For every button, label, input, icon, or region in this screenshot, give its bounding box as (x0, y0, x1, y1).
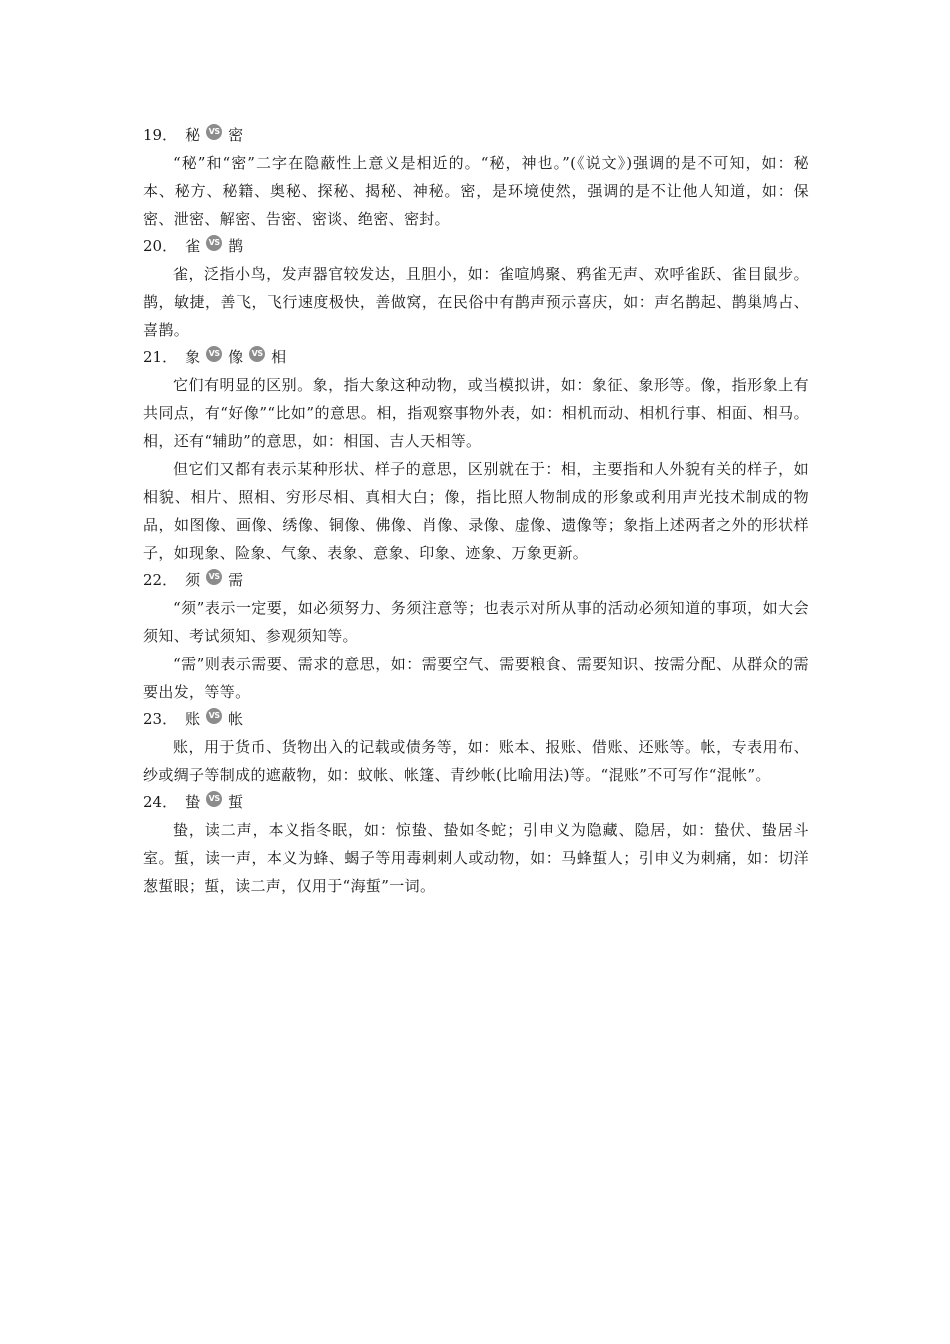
vs-icon: VS (206, 569, 222, 585)
entry-number: 24． (143, 793, 178, 811)
entry-number: 23． (143, 710, 178, 728)
entry-20 (143, 234, 809, 344)
entry-number: 20． (143, 237, 178, 255)
entry-19 (143, 123, 809, 233)
entry-24 (143, 790, 809, 900)
word: 鹊 (228, 237, 244, 255)
vs-icon: VS (206, 124, 222, 140)
entry-heading (143, 568, 809, 592)
entry-heading (143, 790, 809, 814)
entry-22 (143, 568, 809, 706)
entry-heading (143, 234, 809, 258)
paragraph: “秘”和“密”二字在隐蔽性上意义是相近的。“秘，神也。”(《说文》)强调的是不可知，如：秘本、秘方、秘籍、奥秘、探秘、揭秘、神秘。密，是环境使然，强调的是不让他人知道，如：保密、泄密、解密、告密、密谈、绝密、密封。 (143, 154, 809, 228)
entry-heading (143, 345, 809, 369)
entry-number: 19． (143, 126, 178, 144)
word: 账 (185, 710, 201, 728)
paragraph: 蛰，读二声，本义指冬眠，如：惊蛰、蛰如冬蛇；引申义为隐藏、隐居，如：蛰伏、蛰居斗室。蜇，读一声，本义为蜂、蝎子等用毒刺刺人或动物，如：马蜂蜇人；引申义为刺痛，如：切洋葱蜇眼；蜇，读二声，仅用于“海蜇”一词。 (143, 821, 809, 895)
word: 需 (228, 571, 244, 589)
word: 相 (271, 348, 287, 366)
word: 蛰 (185, 793, 201, 811)
word: 象 (185, 348, 201, 366)
word: 帐 (228, 710, 244, 728)
paragraph: “须”表示一定要，如必须努力、务须注意等；也表示对所从事的活动必须知道的事项，如大会须知、考试须知、参观须知等。 (143, 599, 809, 645)
entry-21 (143, 345, 809, 567)
vs-icon: VS (206, 708, 222, 724)
entry-number: 22． (143, 571, 178, 589)
paragraph: 账，用于货币、货物出入的记载或债务等，如：账本、报账、借账、还账等。帐，专表用布、纱或绸子等制成的遮蔽物，如：蚊帐、帐篷、青纱帐(比喻用法)等。“混账”不可写作“混帐”。 (143, 738, 809, 784)
entry-number: 21． (143, 348, 178, 366)
entry-heading (143, 123, 809, 147)
paragraph: 雀，泛指小鸟，发声器官较发达，且胆小，如：雀喧鸠聚、鸦雀无声、欢呼雀跃、雀目鼠步。鹊，敏捷，善飞，飞行速度极快，善做窝，在民俗中有鹊声预示喜庆，如：声名鹊起、鹊巢鸠占、喜鹊。 (143, 265, 809, 339)
vs-icon: VS (206, 346, 222, 362)
entry-23 (143, 707, 809, 789)
entry-heading (143, 707, 809, 731)
paragraph: “需”则表示需要、需求的意思，如：需要空气、需要粮食、需要知识、按需分配、从群众的需要出发，等等。 (143, 655, 809, 701)
vs-icon: VS (249, 346, 265, 362)
paragraph: 它们有明显的区别。象，指大象这种动物，或当模拟讲，如：象征、象形等。像，指形象上有共同点，有“好像”“比如”的意思。相，指观察事物外表，如：相机而动、相机行事、相面、相马。相，还有“辅助”的意思，如：相国、吉人天相等。 (143, 376, 809, 450)
word: 像 (228, 348, 244, 366)
word: 须 (185, 571, 201, 589)
paragraph: 但它们又都有表示某种形状、样子的意思，区别就在于：相，主要指和人外貌有关的样子，如相貌、相片、照相、穷形尽相、真相大白；像，指比照人物制成的形象或利用声光技术制成的物品，如图像、画像、绣像、铜像、佛像、肖像、录像、虚像、遗像等；象指上述两者之外的形状样子，如现象、险象、气象、表象、意象、印象、迹象、万象更新。 (143, 460, 809, 562)
word: 密 (228, 126, 244, 144)
word: 秘 (185, 126, 201, 144)
document-page (143, 123, 809, 900)
word: 雀 (185, 237, 201, 255)
vs-icon: VS (206, 791, 222, 807)
word: 蜇 (228, 793, 244, 811)
vs-icon: VS (206, 235, 222, 251)
